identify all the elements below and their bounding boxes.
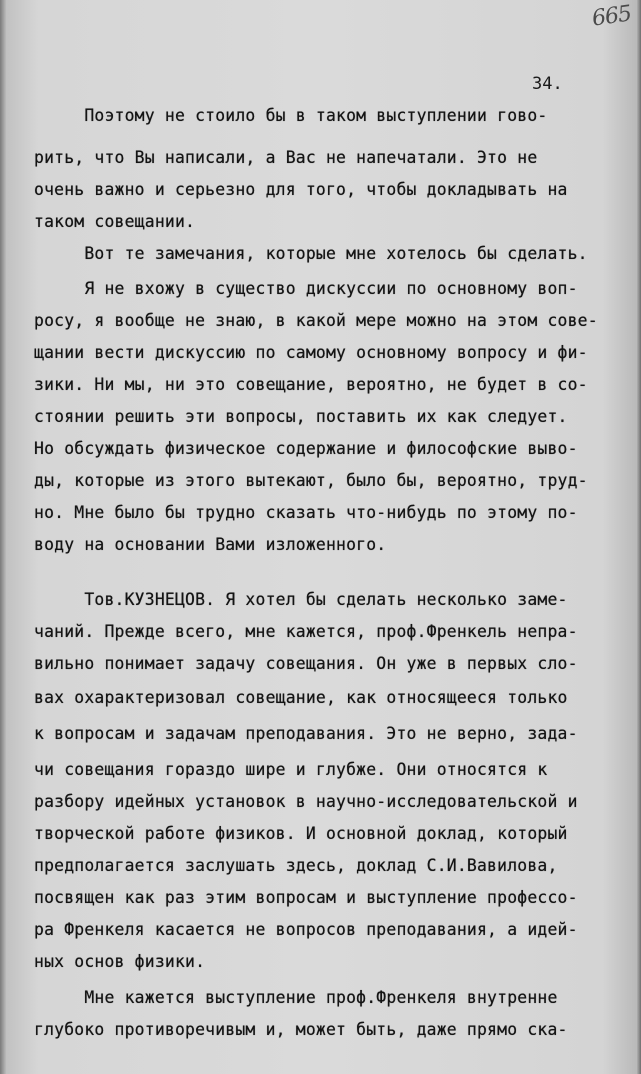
text-line: чи совещания гораздо шире и глубже. Они относятся к [34, 760, 548, 779]
text-line: щании вести дискуссию по самому основному вопросу и фи- [34, 343, 588, 362]
text-line: разбору идейных установок в научно-исследовательской и [34, 792, 578, 811]
text-line: рить, что Вы написали, а Вас не напечатали. Это не [34, 148, 538, 167]
text-line: Я не вхожу в существо дискуссии по основному воп- [34, 279, 578, 298]
text-line: Но обсуждать физическое содержание и философские выво- [34, 439, 578, 458]
text-line: Поэтому не стоило бы в таком выступлении гово- [34, 106, 548, 125]
text-line: ных основ физики. [34, 952, 206, 971]
text-line: стоянии решить эти вопросы, поставить их как следует. [34, 407, 568, 426]
text-line: предполагается заслушать здесь, доклад С.И.Вавилова, [34, 856, 558, 875]
text-line: росу, я вообще не знаю, в какой мере можно на этом сове- [34, 311, 598, 330]
page-number: 34. [532, 74, 563, 94]
text-line: чаний. Прежде всего, мне кажется, проф.Френкель непра- [34, 622, 578, 641]
text-line: к вопросам и задачам преподавания. Это не верно, зада- [34, 724, 578, 743]
text-line: воду на основании Вами изложенного. [34, 535, 387, 554]
film-edge-right [637, 0, 641, 1074]
text-line: Вот те замечания, которые мне хотелось бы сделать. [34, 244, 588, 263]
text-line: Мне кажется выступление проф.Френкеля внутренне [34, 988, 558, 1007]
text-line: вах охарактеризовал совещание, как относящееся только [34, 688, 568, 707]
text-line: зики. Ни мы, ни это совещание, вероятно, не будет в со- [34, 375, 588, 394]
text-line: посвящен как раз этим вопросам и выступление профессо- [34, 888, 578, 907]
film-edge-left [0, 0, 6, 1074]
text-line: таком совещании. [34, 212, 196, 231]
text-line: ды, которые из этого вытекают, было бы, вероятно, труд- [34, 471, 588, 490]
text-line: очень важно и серьезно для того, чтобы докладывать на [34, 180, 568, 199]
text-line: ра Френкеля касается не вопросов преподавания, а идей- [34, 920, 578, 939]
text-line: творческой работе физиков. И основной доклад, который [34, 824, 568, 843]
text-line: Тов.КУЗНЕЦОВ. Я хотел бы сделать несколько заме- [34, 590, 568, 609]
archive-folio-number: 665 [590, 1, 633, 32]
text-line: вильно понимает задачу совещания. Он уже в первых сло- [34, 654, 578, 673]
text-line: но. Мне было бы трудно сказать что-нибудь по этому по- [34, 503, 578, 522]
text-line: глубоко противоречивым и, может быть, даже прямо ска- [34, 1020, 568, 1039]
